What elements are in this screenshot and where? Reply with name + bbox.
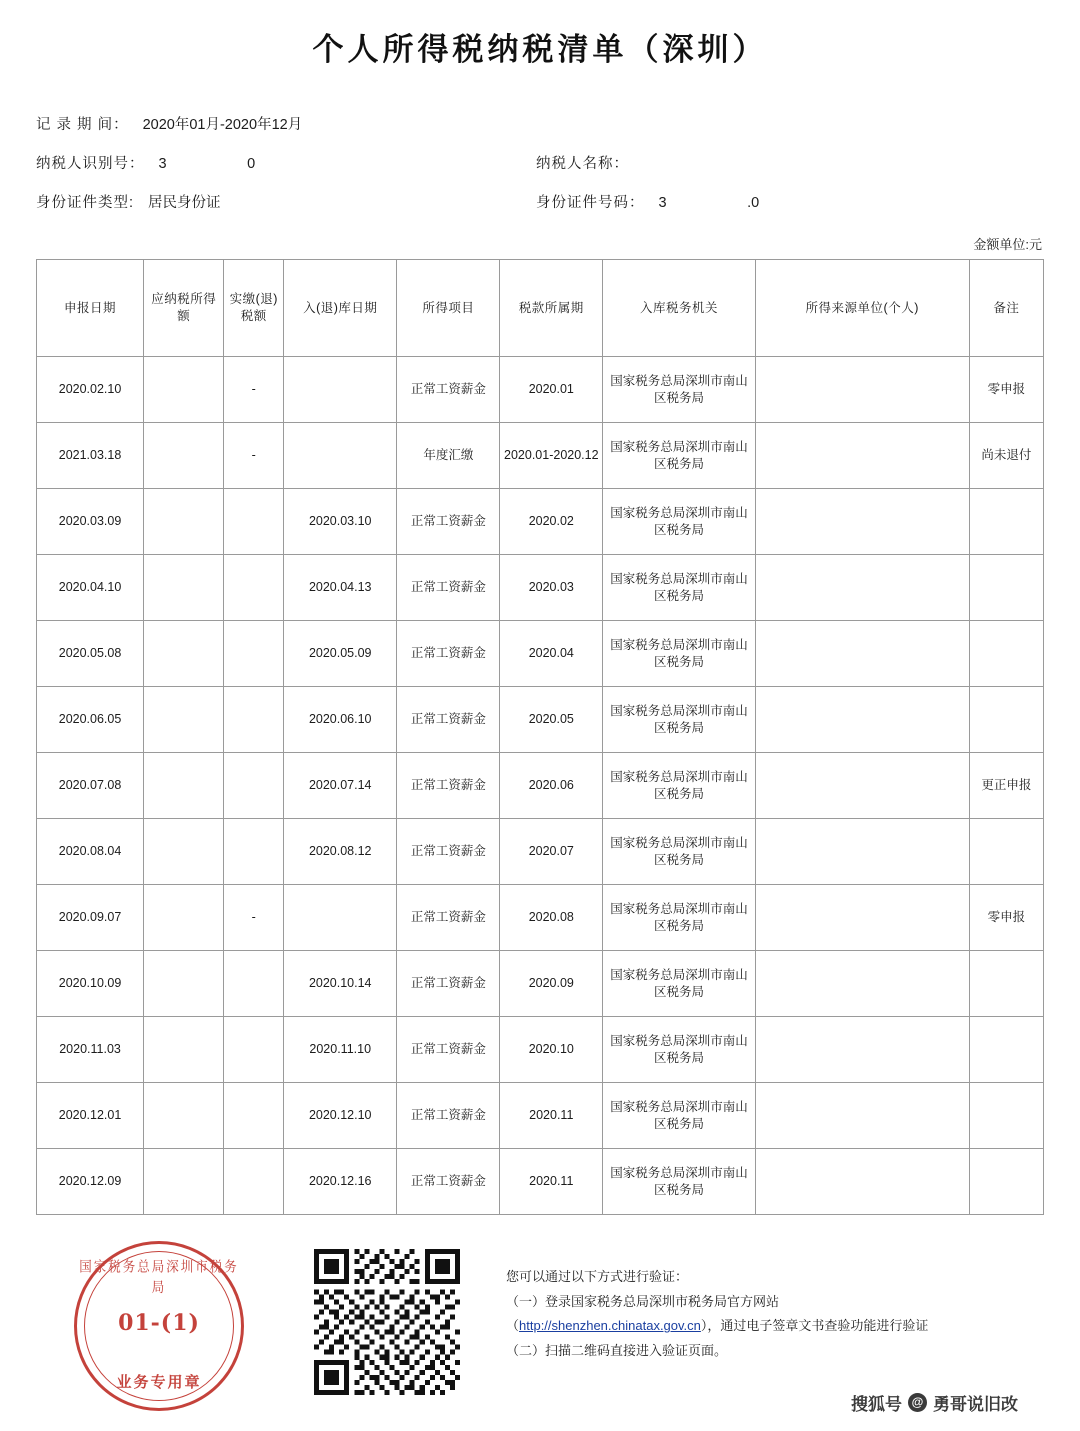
taxpayer-name-group	[536, 152, 643, 173]
cell-paid-tax	[224, 1149, 284, 1215]
cell-taxable-income	[144, 819, 224, 885]
cell-treasury-date	[284, 423, 397, 489]
page-title: 个人所得税纳税清单（深圳）	[312, 32, 768, 68]
cell-income-item: 年度汇缴	[397, 423, 500, 489]
cell-paid-tax	[224, 819, 284, 885]
cell-declare-date: 2020.04.10	[37, 555, 144, 621]
table-row	[37, 621, 1044, 687]
cell-tax-period: 2020.11	[500, 1149, 603, 1215]
cell-income-item: 正常工资薪金	[397, 555, 500, 621]
cell-authority: 国家税务总局深圳市南山区税务局	[603, 951, 755, 1017]
th-declare-date: 申报日期	[37, 260, 144, 357]
cell-treasury-date: 2020.12.16	[284, 1149, 397, 1215]
cell-paid-tax: -	[224, 885, 284, 951]
table-header	[37, 260, 1044, 357]
cell-source-unit	[755, 489, 969, 555]
cell-treasury-date: 2020.07.14	[284, 753, 397, 819]
cell-source-unit	[755, 951, 969, 1017]
meta-row-identity	[36, 191, 1044, 212]
cell-tax-period: 2020.08	[500, 885, 603, 951]
cell-taxable-income	[144, 357, 224, 423]
cell-income-item: 正常工资薪金	[397, 621, 500, 687]
th-remark: 备注	[969, 260, 1043, 357]
cell-taxable-income	[144, 1017, 224, 1083]
cell-remark	[969, 1017, 1043, 1083]
cell-source-unit	[755, 819, 969, 885]
cell-authority: 国家税务总局深圳市南山区税务局	[603, 1017, 755, 1083]
id-number-label: 身份证件号码：	[536, 195, 645, 211]
cell-remark	[969, 687, 1043, 753]
seal-center-text: 01-(1)	[118, 1310, 200, 1336]
cell-treasury-date: 2020.05.09	[284, 621, 397, 687]
table-row	[37, 357, 1044, 423]
cell-authority: 国家税务总局深圳市南山区税务局	[603, 819, 755, 885]
cell-taxable-income	[144, 489, 224, 555]
cell-source-unit	[755, 753, 969, 819]
cell-source-unit	[755, 621, 969, 687]
cell-declare-date: 2020.08.04	[37, 819, 144, 885]
cell-taxable-income	[144, 1149, 224, 1215]
th-source-unit: 所得来源单位(个人)	[755, 260, 969, 357]
cell-authority: 国家税务总局深圳市南山区税务局	[603, 357, 755, 423]
cell-paid-tax	[224, 753, 284, 819]
cell-taxable-income	[144, 687, 224, 753]
cell-declare-date: 2020.10.09	[37, 951, 144, 1017]
footer-area	[36, 1241, 1044, 1431]
cell-source-unit	[755, 885, 969, 951]
cell-tax-period: 2020.04	[500, 621, 603, 687]
verify-line-3: （二）扫描二维码直接进入验证页面。	[506, 1343, 728, 1359]
cell-taxable-income	[144, 951, 224, 1017]
cell-declare-date: 2020.02.10	[37, 357, 144, 423]
period-label: 记 录 期 间：	[36, 117, 129, 133]
cell-source-unit	[755, 555, 969, 621]
table-body	[37, 357, 1044, 1215]
th-paid-tax: 实缴(退)税额	[224, 260, 284, 357]
cell-tax-period: 2020.07	[500, 819, 603, 885]
cell-remark	[969, 621, 1043, 687]
cell-source-unit	[755, 1083, 969, 1149]
id-type-value: 居民身份证	[148, 195, 221, 211]
cell-authority: 国家税务总局深圳市南山区税务局	[603, 687, 755, 753]
th-authority: 入库税务机关	[603, 260, 755, 357]
meta-section	[36, 113, 1044, 212]
cell-declare-date: 2020.12.01	[37, 1083, 144, 1149]
cell-source-unit	[755, 687, 969, 753]
tax-records-table	[36, 259, 1044, 1215]
taxpayer-id-value: 3 0	[158, 156, 256, 172]
table-row	[37, 423, 1044, 489]
cell-tax-period: 2020.05	[500, 687, 603, 753]
cell-paid-tax	[224, 1017, 284, 1083]
qr-code-image	[314, 1249, 460, 1395]
cell-tax-period: 2020.09	[500, 951, 603, 1017]
watermark-logo-icon: @	[908, 1393, 927, 1412]
cell-remark	[969, 489, 1043, 555]
cell-tax-period: 2020.01-2020.12	[500, 423, 603, 489]
cell-remark: 更正申报	[969, 753, 1043, 819]
seal-arc-text: 国家税务总局深圳市税务局	[79, 1257, 239, 1296]
cell-income-item: 正常工资薪金	[397, 753, 500, 819]
id-type-group	[36, 191, 536, 212]
cell-taxable-income	[144, 555, 224, 621]
cell-income-item: 正常工资薪金	[397, 1149, 500, 1215]
cell-income-item: 正常工资薪金	[397, 1083, 500, 1149]
cell-authority: 国家税务总局深圳市南山区税务局	[603, 555, 755, 621]
cell-paid-tax	[224, 555, 284, 621]
th-taxable-income: 应纳税所得额	[144, 260, 224, 357]
th-treasury-date: 入(退)库日期	[284, 260, 397, 357]
cell-income-item: 正常工资薪金	[397, 885, 500, 951]
cell-source-unit	[755, 1149, 969, 1215]
cell-remark	[969, 819, 1043, 885]
cell-declare-date: 2021.03.18	[37, 423, 144, 489]
qr-code[interactable]	[314, 1249, 460, 1395]
cell-paid-tax	[224, 687, 284, 753]
cell-source-unit	[755, 423, 969, 489]
cell-paid-tax: -	[224, 423, 284, 489]
cell-taxable-income	[144, 885, 224, 951]
taxpayer-id-group	[36, 152, 536, 173]
cell-tax-period: 2020.06	[500, 753, 603, 819]
official-seal	[74, 1241, 244, 1411]
cell-treasury-date: 2020.11.10	[284, 1017, 397, 1083]
table-row	[37, 753, 1044, 819]
taxpayer-id-label: 纳税人识别号：	[36, 156, 145, 172]
watermark	[851, 1390, 1018, 1415]
table-row	[37, 687, 1044, 753]
cell-declare-date: 2020.07.08	[37, 753, 144, 819]
cell-treasury-date: 2020.03.10	[284, 489, 397, 555]
verification-url[interactable]: http://shenzhen.chinatax.gov.cn	[519, 1318, 701, 1334]
th-tax-period: 税款所属期	[500, 260, 603, 357]
cell-declare-date: 2020.06.05	[37, 687, 144, 753]
cell-income-item: 正常工资薪金	[397, 819, 500, 885]
cell-tax-period: 2020.02	[500, 489, 603, 555]
cell-declare-date: 2020.03.09	[37, 489, 144, 555]
cell-authority: 国家税务总局深圳市南山区税务局	[603, 489, 755, 555]
watermark-prefix: 搜狐号	[851, 1395, 902, 1414]
id-number-group	[536, 191, 759, 212]
verify-line-2	[506, 1314, 1066, 1339]
cell-treasury-date	[284, 357, 397, 423]
period-value: 2020年01月-2020年12月	[142, 117, 303, 133]
id-type-label: 身份证件类型:	[36, 195, 135, 211]
cell-tax-period: 2020.10	[500, 1017, 603, 1083]
cell-paid-tax: -	[224, 357, 284, 423]
cell-income-item: 正常工资薪金	[397, 357, 500, 423]
cell-paid-tax	[224, 1083, 284, 1149]
meta-row-taxpayer	[36, 152, 1044, 173]
taxpayer-name-label: 纳税人名称：	[536, 156, 629, 172]
table-header-row	[37, 260, 1044, 357]
verify-intro: 您可以通过以下方式进行验证：	[506, 1269, 689, 1284]
cell-remark	[969, 555, 1043, 621]
cell-taxable-income	[144, 753, 224, 819]
meta-row-period	[36, 113, 1044, 134]
cell-authority: 国家税务总局深圳市南山区税务局	[603, 1149, 755, 1215]
table-row	[37, 1017, 1044, 1083]
cell-treasury-date	[284, 885, 397, 951]
cell-authority: 国家税务总局深圳市南山区税务局	[603, 1083, 755, 1149]
table-row	[37, 489, 1044, 555]
table-row	[37, 1083, 1044, 1149]
cell-treasury-date: 2020.04.13	[284, 555, 397, 621]
id-number-value: 3 .0	[658, 195, 760, 211]
table-row	[37, 1149, 1044, 1215]
table-row	[37, 555, 1044, 621]
cell-tax-period: 2020.03	[500, 555, 603, 621]
watermark-name: 勇哥说旧改	[933, 1395, 1018, 1414]
seal-bottom-text: 业务专用章	[116, 1373, 202, 1391]
cell-treasury-date: 2020.06.10	[284, 687, 397, 753]
verification-instructions	[506, 1265, 1066, 1364]
cell-remark	[969, 951, 1043, 1017]
cell-remark: 零申报	[969, 885, 1043, 951]
cell-income-item: 正常工资薪金	[397, 951, 500, 1017]
cell-income-item: 正常工资薪金	[397, 687, 500, 753]
cell-taxable-income	[144, 1083, 224, 1149]
cell-paid-tax	[224, 489, 284, 555]
cell-tax-period: 2020.01	[500, 357, 603, 423]
cell-declare-date: 2020.05.08	[37, 621, 144, 687]
cell-authority: 国家税务总局深圳市南山区税务局	[603, 753, 755, 819]
cell-remark: 尚未退付	[969, 423, 1043, 489]
cell-paid-tax	[224, 951, 284, 1017]
amount-unit-label: 金额单位:元	[973, 237, 1042, 252]
table-row	[37, 885, 1044, 951]
cell-remark	[969, 1083, 1043, 1149]
cell-income-item: 正常工资薪金	[397, 1017, 500, 1083]
cell-declare-date: 2020.09.07	[37, 885, 144, 951]
cell-paid-tax	[224, 621, 284, 687]
table-row	[37, 951, 1044, 1017]
cell-taxable-income	[144, 423, 224, 489]
th-income-item: 所得项目	[397, 260, 500, 357]
verify-line2-suffix: ），通过电子签章文书查验功能进行验证	[700, 1318, 929, 1334]
cell-remark: 零申报	[969, 357, 1043, 423]
cell-declare-date: 2020.12.09	[37, 1149, 144, 1215]
cell-remark	[969, 1149, 1043, 1215]
cell-treasury-date: 2020.10.14	[284, 951, 397, 1017]
cell-source-unit	[755, 357, 969, 423]
table-row	[37, 819, 1044, 885]
cell-source-unit	[755, 1017, 969, 1083]
cell-income-item: 正常工资薪金	[397, 489, 500, 555]
cell-treasury-date: 2020.08.12	[284, 819, 397, 885]
verify-line-1: （一）登录国家税务总局深圳市税务局官方网站	[506, 1293, 780, 1309]
cell-declare-date: 2020.11.03	[37, 1017, 144, 1083]
verify-line2-prefix: （	[506, 1318, 520, 1334]
cell-authority: 国家税务总局深圳市南山区税务局	[603, 621, 755, 687]
cell-taxable-income	[144, 621, 224, 687]
cell-authority: 国家税务总局深圳市南山区税务局	[603, 423, 755, 489]
cell-treasury-date: 2020.12.10	[284, 1083, 397, 1149]
cell-tax-period: 2020.11	[500, 1083, 603, 1149]
cell-authority: 国家税务总局深圳市南山区税务局	[603, 885, 755, 951]
